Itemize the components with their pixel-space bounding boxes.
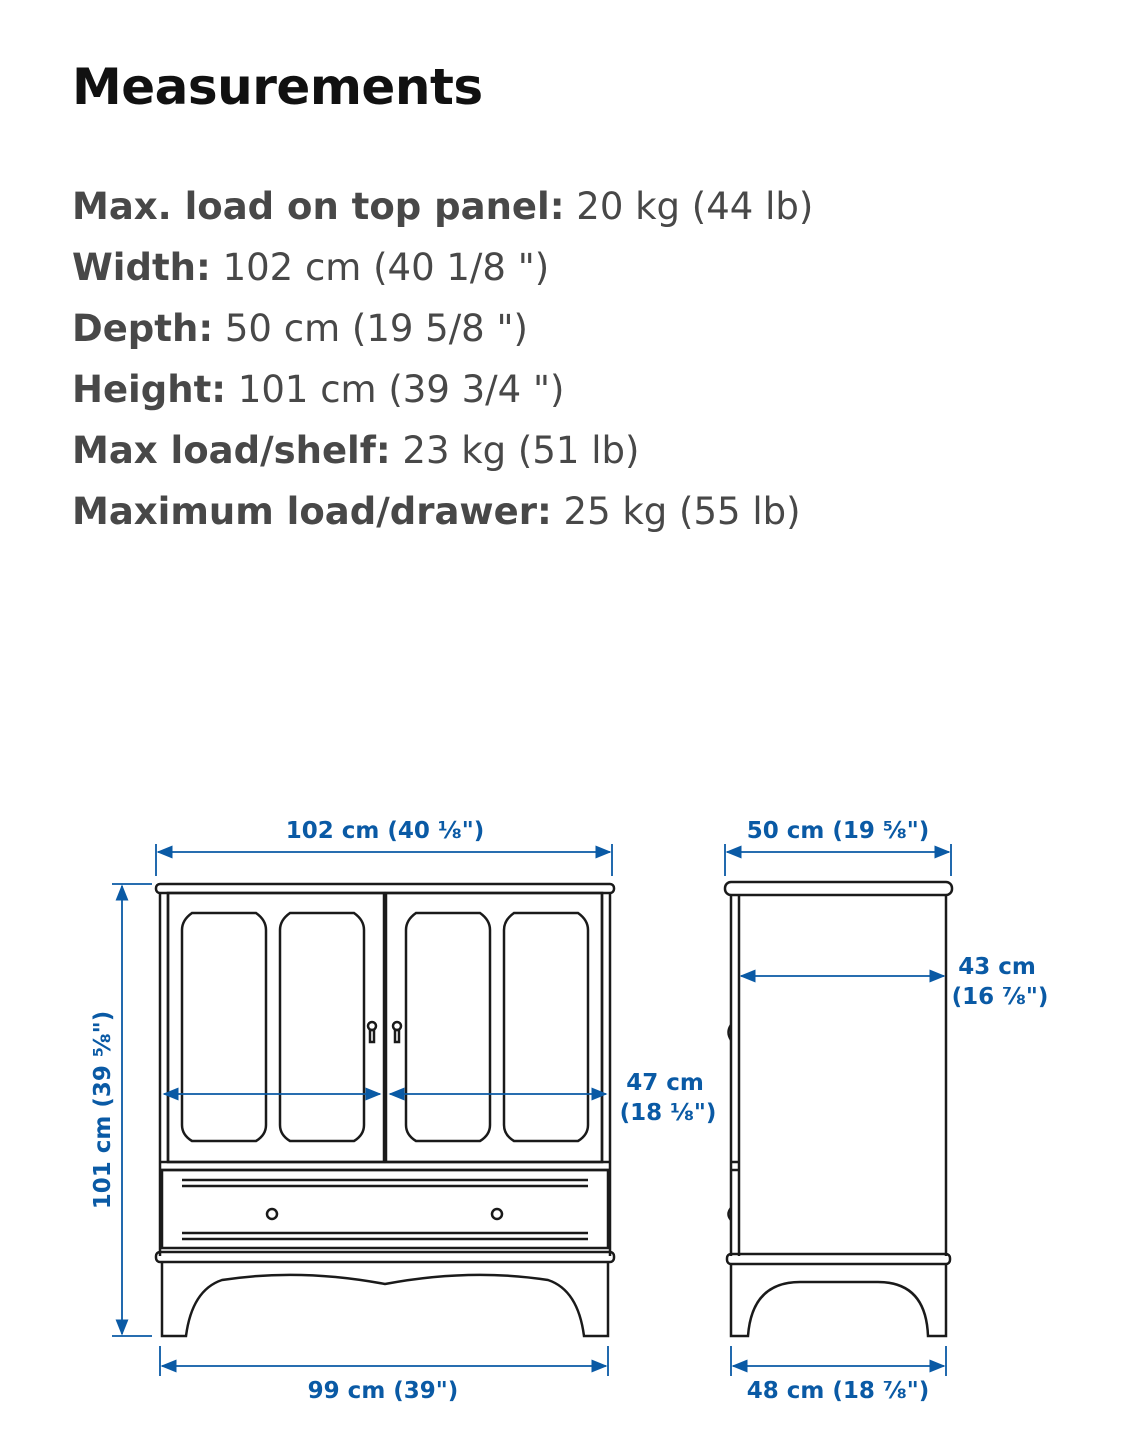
side-depth-label: 50 cm (19 ⅝") bbox=[746, 818, 930, 844]
page-title: Measurements bbox=[72, 58, 483, 116]
spec-row-max-load-shelf bbox=[72, 420, 813, 481]
spec-value: 50 cm (19 5/8 ") bbox=[224, 307, 528, 350]
spec-label: Max load/shelf: bbox=[72, 429, 391, 472]
front-height-label: 101 cm (39 ⅝") bbox=[90, 1010, 116, 1210]
front-width-label: 102 cm (40 ⅛") bbox=[285, 818, 485, 844]
inner-depth-label-line1: 43 cm bbox=[958, 954, 1036, 980]
dimension-diagram bbox=[0, 790, 1144, 1430]
spec-label: Width: bbox=[72, 246, 211, 289]
spec-value: 20 kg (44 lb) bbox=[576, 185, 814, 228]
spec-row-depth bbox=[72, 298, 813, 359]
spec-row-max-load-drawer bbox=[72, 481, 813, 542]
base-width-label: 99 cm (39") bbox=[307, 1378, 459, 1404]
spec-value: 25 kg (55 lb) bbox=[563, 490, 801, 533]
inner-width-label-line1: 47 cm bbox=[626, 1070, 704, 1096]
spec-label: Maximum load/drawer: bbox=[72, 490, 552, 533]
spec-row-width bbox=[72, 237, 813, 298]
inner-width-label-line2: (18 ⅛") bbox=[619, 1100, 717, 1126]
spec-value: 23 kg (51 lb) bbox=[402, 429, 640, 472]
inner-depth-label-line2: (16 ⅞") bbox=[951, 984, 1049, 1010]
front-view-drawing bbox=[156, 884, 614, 1336]
spec-label: Height: bbox=[72, 368, 227, 411]
base-depth-label: 48 cm (18 ⅞") bbox=[746, 1378, 930, 1404]
spec-value: 102 cm (40 1/8 ") bbox=[222, 246, 550, 289]
spec-row-height bbox=[72, 359, 813, 420]
spec-label: Depth: bbox=[72, 307, 214, 350]
spec-value: 101 cm (39 3/4 ") bbox=[237, 368, 565, 411]
spec-label: Max. load on top panel: bbox=[72, 185, 565, 228]
spec-row-max-load-top bbox=[72, 176, 813, 237]
side-view-drawing bbox=[725, 882, 952, 1336]
measurements-list bbox=[72, 176, 813, 542]
dimension-lines bbox=[112, 844, 951, 1376]
